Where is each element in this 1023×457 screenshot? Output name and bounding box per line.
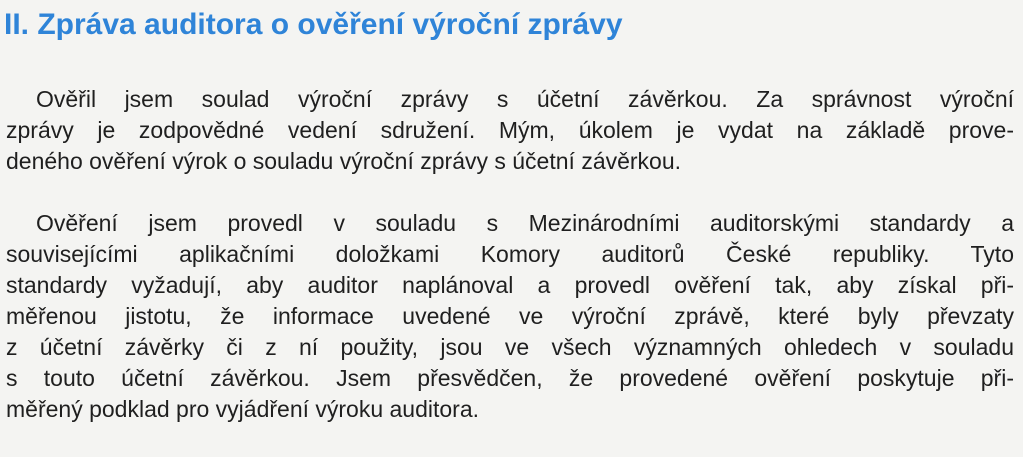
paragraph-line: s touto účetní závěrkou. Jsem přesvědčen, že provedené ověření poskytuje při- (6, 365, 1014, 391)
paragraph-line: Ověřil jsem soulad výroční zprávy s účetní závěrkou. Za správnost výroční (36, 86, 1014, 112)
paragraph-line: souvisejícími aplikačními doložkami Komory auditorů České republiky. Tyto (6, 241, 1014, 267)
paragraph-line: deného ověření výrok o souladu výroční zprávy s účetní závěrkou. (6, 148, 682, 174)
paragraph-2 (6, 208, 1014, 425)
paragraph-line: měřenou jistotu, že informace uvedené ve výroční zprávě, které byly převzaty (6, 303, 1014, 329)
paragraph-line: zprávy je zodpovědné vedení sdružení. Mým, úkolem je vydat na základě prove- (6, 117, 1014, 143)
paragraph-line: měřený podklad pro vyjádření výroku auditora. (6, 396, 480, 422)
paragraph-1 (6, 84, 1014, 177)
paragraph-line: z účetní závěrky či z ní použity, jsou ve všech významných ohledech v souladu (6, 334, 1014, 360)
paragraph-line: Ověření jsem provedl v souladu s Mezinárodními auditorskými standardy a (36, 210, 1014, 236)
paragraph-line: standardy vyžadují, aby auditor naplánoval a provedl ověření tak, aby získal při- (6, 272, 1014, 298)
section-heading: II. Zpráva auditora o ověření výroční zprávy (4, 8, 623, 41)
